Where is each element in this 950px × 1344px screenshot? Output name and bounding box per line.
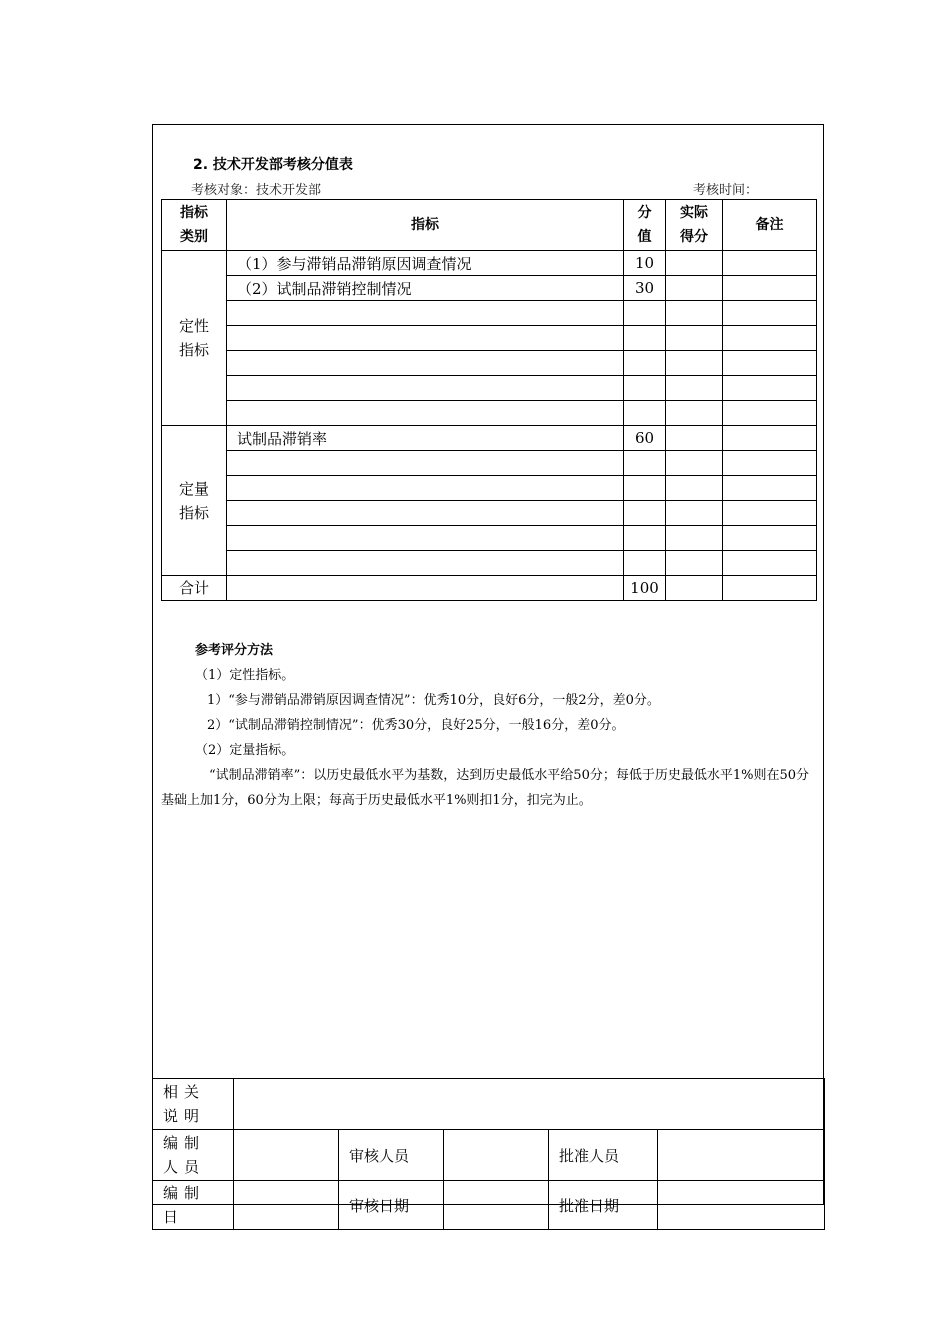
actual-score-cell[interactable] xyxy=(666,401,723,426)
actual-score-cell[interactable] xyxy=(666,451,723,476)
table-row xyxy=(162,551,817,576)
score-cell xyxy=(624,326,666,351)
approver-label: 批准人员 xyxy=(549,1130,658,1181)
indicator-cell: （2）试制品滞销控制情况 xyxy=(227,276,624,301)
table-row xyxy=(162,251,817,276)
reviewer-value[interactable] xyxy=(444,1130,549,1181)
personnel-row xyxy=(153,1130,825,1181)
actual-score-cell[interactable] xyxy=(666,526,723,551)
indicator-cell xyxy=(227,551,624,576)
total-actual-cell[interactable] xyxy=(666,576,723,601)
actual-score-cell[interactable] xyxy=(666,276,723,301)
score-cell xyxy=(624,526,666,551)
indicator-cell: 试制品滞销率 xyxy=(227,426,624,451)
notes-cell[interactable] xyxy=(723,476,817,501)
indicator-cell xyxy=(227,451,624,476)
table-title: 2. 技术开发部考核分值表 xyxy=(193,157,353,173)
actual-score-cell[interactable] xyxy=(666,551,723,576)
table-row xyxy=(162,326,817,351)
actual-score-cell[interactable] xyxy=(666,501,723,526)
notes-cell[interactable] xyxy=(723,351,817,376)
score-table xyxy=(161,199,817,601)
score-cell: 10 xyxy=(624,251,666,276)
quantitative-label: （2）定量指标。 xyxy=(195,743,295,758)
date-row xyxy=(153,1181,825,1230)
related-notes-label: 相关说明 xyxy=(153,1079,234,1130)
score-cell: 60 xyxy=(624,426,666,451)
signoff-table xyxy=(152,1078,825,1230)
scoring-method xyxy=(161,638,817,813)
notes-cell[interactable] xyxy=(723,501,817,526)
score-cell xyxy=(624,551,666,576)
assessment-time: 考核时间： xyxy=(693,183,759,198)
indicator-cell xyxy=(227,526,624,551)
indicator-cell xyxy=(227,476,624,501)
indicator-cell xyxy=(227,401,624,426)
compiler-label: 编制人员 xyxy=(153,1130,234,1181)
table-row xyxy=(162,476,817,501)
score-cell xyxy=(624,401,666,426)
related-notes-value[interactable] xyxy=(234,1079,825,1130)
actual-score-cell[interactable] xyxy=(666,351,723,376)
notes-cell[interactable] xyxy=(723,276,817,301)
review-date-value[interactable] xyxy=(444,1181,549,1230)
notes-cell[interactable] xyxy=(723,301,817,326)
table-row xyxy=(162,351,817,376)
actual-score-cell[interactable] xyxy=(666,476,723,501)
approve-date-label: 批准日期 xyxy=(549,1181,658,1230)
score-cell xyxy=(624,451,666,476)
score-cell xyxy=(624,376,666,401)
notes-cell[interactable] xyxy=(723,426,817,451)
header-score: 分值 xyxy=(624,200,666,251)
compile-date-label: 编制日 xyxy=(153,1181,234,1230)
total-notes-cell[interactable] xyxy=(723,576,817,601)
reviewer-label: 审核人员 xyxy=(339,1130,444,1181)
indicator-cell: （1）参与滞销品滞销原因调查情况 xyxy=(227,251,624,276)
notes-cell[interactable] xyxy=(723,451,817,476)
notes-cell[interactable] xyxy=(723,326,817,351)
review-date-label: 审核日期 xyxy=(339,1181,444,1230)
total-row xyxy=(162,576,817,601)
table-row xyxy=(162,276,817,301)
table-row xyxy=(162,426,817,451)
indicator-cell xyxy=(227,351,624,376)
header-category: 指标类别 xyxy=(162,200,227,251)
approve-date-value[interactable] xyxy=(658,1181,825,1230)
notes-cell[interactable] xyxy=(723,376,817,401)
compile-date-value[interactable] xyxy=(234,1181,339,1230)
actual-score-cell[interactable] xyxy=(666,326,723,351)
table-row xyxy=(162,376,817,401)
indicator-cell xyxy=(227,301,624,326)
indicator-cell xyxy=(227,376,624,401)
related-notes-row xyxy=(153,1079,825,1130)
qualitative-rule-2: 2）“试制品滞销控制情况”：优秀30分，良好25分，一般16分，差0分。 xyxy=(207,718,625,733)
quantitative-rule: “试制品滞销率”：以历史最低水平为基数，达到历史最低水平给50分；每低于历史最低水平1%则在50分基础上加1分，60分为上限；每高于历史最低水平1%则扣1分，扣完为止。 xyxy=(161,768,810,808)
compiler-value[interactable] xyxy=(234,1130,339,1181)
table-row xyxy=(162,501,817,526)
notes-cell[interactable] xyxy=(723,551,817,576)
method-heading: 参考评分方法 xyxy=(195,643,274,658)
indicator-cell xyxy=(227,501,624,526)
header-indicator: 指标 xyxy=(227,200,624,251)
total-blank xyxy=(227,576,624,601)
approver-value[interactable] xyxy=(658,1130,825,1181)
table-row xyxy=(162,526,817,551)
notes-cell[interactable] xyxy=(723,401,817,426)
score-cell xyxy=(624,476,666,501)
actual-score-cell[interactable] xyxy=(666,426,723,451)
table-row xyxy=(162,451,817,476)
score-cell: 30 xyxy=(624,276,666,301)
header-notes: 备注 xyxy=(723,200,817,251)
table-row xyxy=(162,301,817,326)
actual-score-cell[interactable] xyxy=(666,376,723,401)
score-cell xyxy=(624,301,666,326)
qualitative-rule-1: 1）“参与滞销品滞销原因调查情况”：优秀10分，良好6分，一般2分，差0分。 xyxy=(207,693,660,708)
header-row xyxy=(162,200,817,251)
total-label: 合计 xyxy=(162,576,227,601)
assessment-subject: 考核对象：技术开发部 xyxy=(191,183,322,198)
total-score: 100 xyxy=(624,576,666,601)
notes-cell[interactable] xyxy=(723,251,817,276)
table-row xyxy=(162,401,817,426)
actual-score-cell[interactable] xyxy=(666,251,723,276)
notes-cell[interactable] xyxy=(723,526,817,551)
score-cell xyxy=(624,501,666,526)
category-qualitative: 定性指标 xyxy=(162,251,227,426)
header-actual: 实际得分 xyxy=(666,200,723,251)
indicator-cell xyxy=(227,326,624,351)
actual-score-cell[interactable] xyxy=(666,301,723,326)
category-quantitative: 定量指标 xyxy=(162,426,227,576)
score-cell xyxy=(624,351,666,376)
qualitative-label: （1）定性指标。 xyxy=(195,668,295,683)
